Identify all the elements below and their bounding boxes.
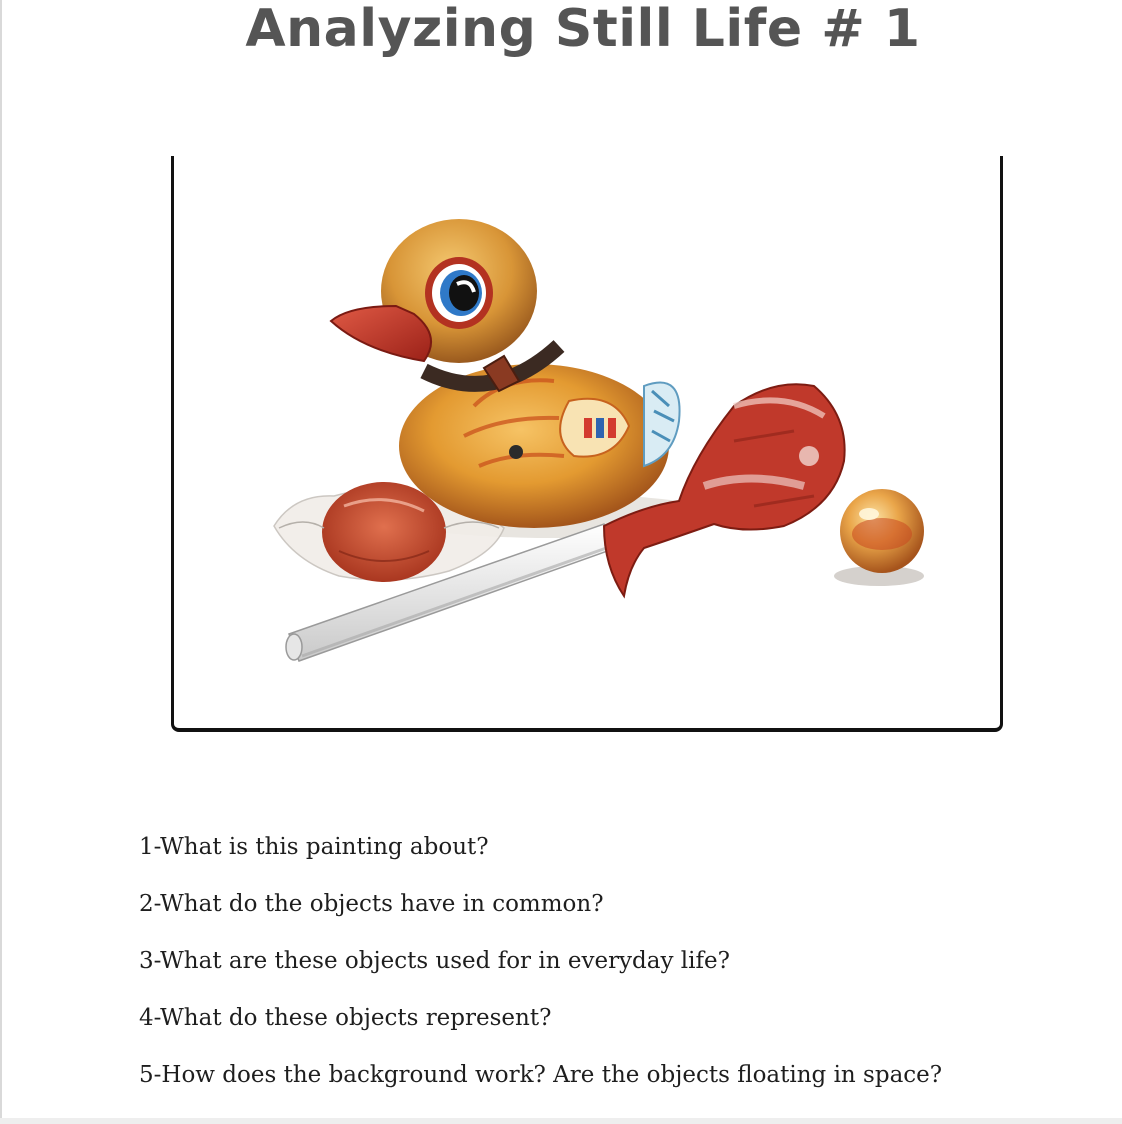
page-title: Analyzing Still Life # 1 bbox=[245, 0, 921, 59]
question-list bbox=[139, 832, 1099, 1117]
page-bottom-edge bbox=[0, 1118, 1122, 1124]
question-2: 2-What do the objects have in common? bbox=[139, 891, 604, 917]
page-edge bbox=[0, 0, 2, 1124]
question-5: 5-How does the background work? Are the objects floating in space? bbox=[139, 1062, 943, 1088]
question-4: 4-What do these objects represent? bbox=[139, 1005, 552, 1031]
toy-duck bbox=[331, 219, 680, 528]
question-3: 3-What are these objects used for in everyday life? bbox=[139, 948, 730, 974]
candy-ball bbox=[840, 489, 924, 573]
question-1: 1-What is this painting about? bbox=[139, 834, 489, 860]
still-life-artwork bbox=[174, 156, 1000, 728]
artwork-frame bbox=[171, 156, 1003, 732]
